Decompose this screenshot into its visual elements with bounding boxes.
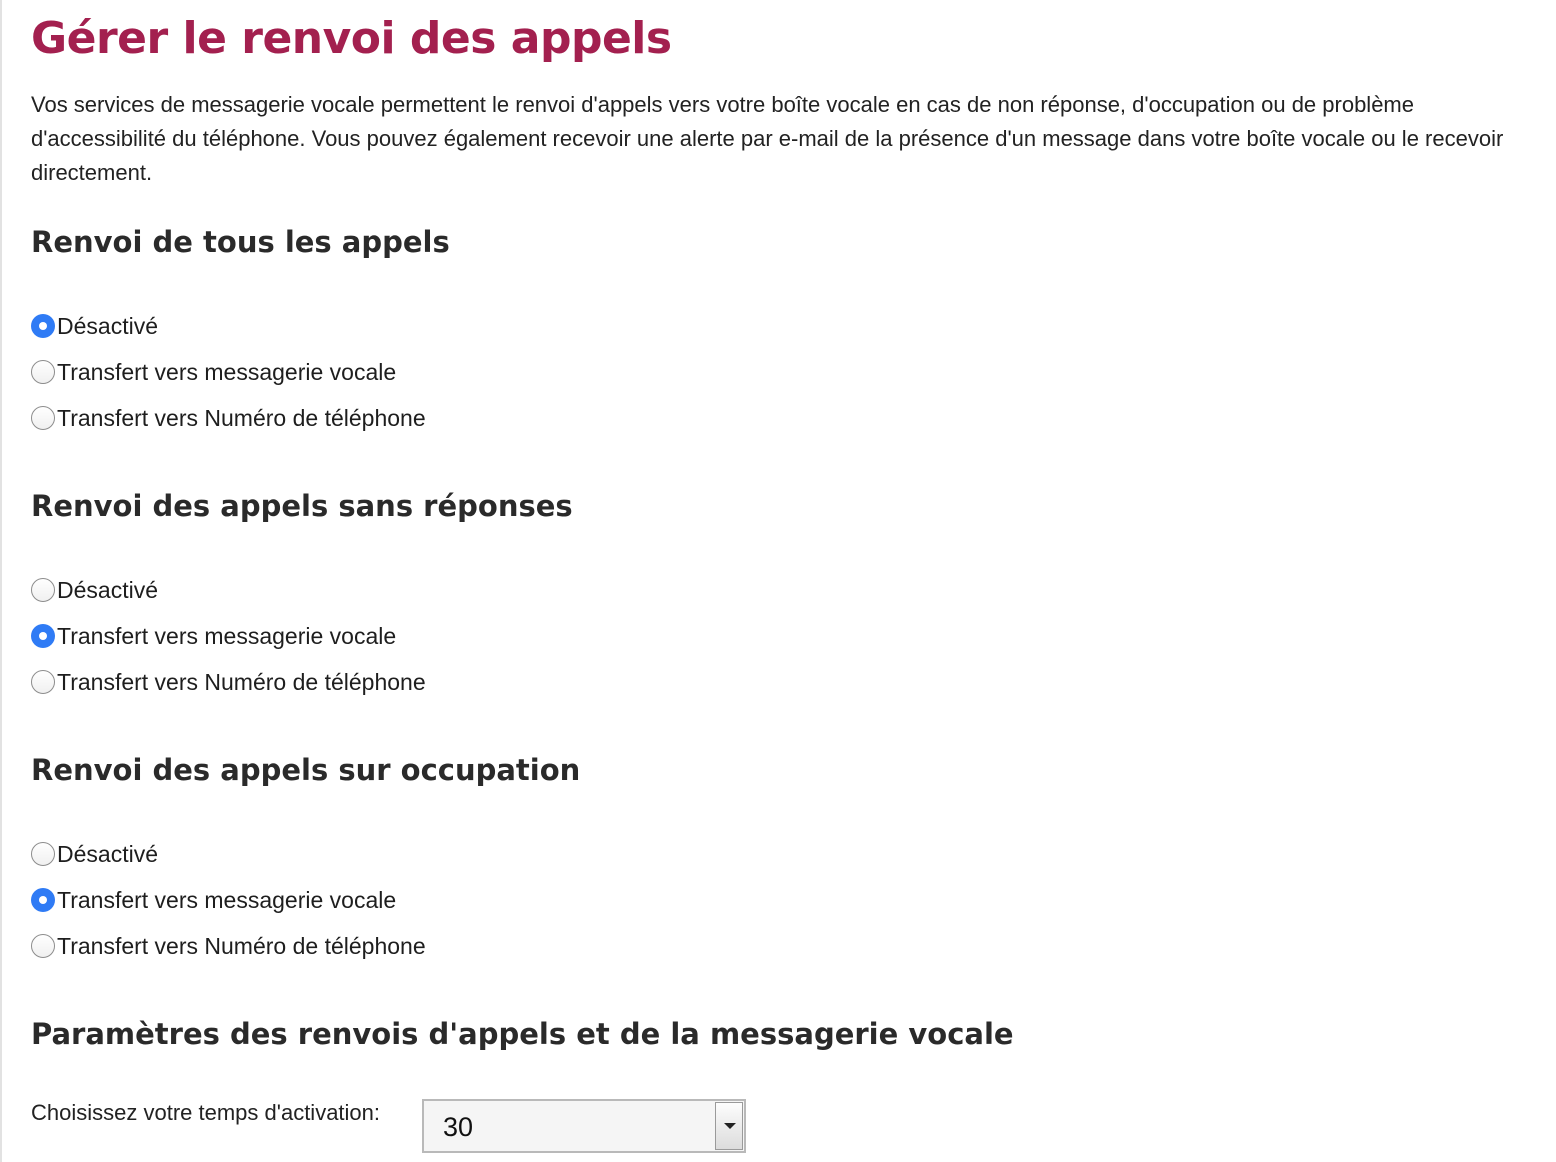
radio-option-noanswer-phone[interactable] bbox=[31, 667, 426, 697]
radio-option-all-voicemail[interactable] bbox=[31, 357, 396, 387]
radio-button[interactable] bbox=[31, 314, 55, 338]
page-title: Gérer le renvoi des appels bbox=[31, 13, 672, 64]
radio-option-noanswer-voicemail[interactable] bbox=[31, 621, 396, 651]
activation-time-row bbox=[31, 1098, 474, 1142]
chevron-down-icon bbox=[724, 1123, 736, 1129]
radio-option-all-phone[interactable] bbox=[31, 403, 426, 433]
radio-button[interactable] bbox=[31, 934, 55, 958]
radio-label: Transfert vers messagerie vocale bbox=[57, 887, 397, 913]
dropdown-button[interactable] bbox=[715, 1102, 743, 1150]
radio-label: Désactivé bbox=[57, 841, 158, 867]
activation-time-select[interactable] bbox=[422, 1099, 746, 1153]
radio-label: Transfert vers messagerie vocale bbox=[57, 623, 397, 649]
main-content bbox=[31, 0, 1553, 1142]
radio-label: Transfert vers Numéro de téléphone bbox=[57, 669, 426, 695]
radio-button[interactable] bbox=[31, 888, 55, 912]
section-heading: Renvoi de tous les appels bbox=[31, 225, 450, 259]
section-heading: Renvoi des appels sans réponses bbox=[31, 489, 573, 523]
radio-button[interactable] bbox=[31, 842, 55, 866]
intro-paragraph: Vos services de messagerie vocale permettent le renvoi d'appels vers votre boîte vocale en cas de non réponse, d'occupation ou de problème d'accessibilité du téléphone. Vous pouvez également recevoir une alerte par e-mail de la présence d'un message dans votre boîte vocale ou le recevoir directement. bbox=[31, 92, 1504, 185]
radio-option-all-disabled[interactable] bbox=[31, 311, 158, 341]
radio-label: Transfert vers Numéro de téléphone bbox=[57, 933, 426, 959]
radio-option-busy-disabled[interactable] bbox=[31, 839, 158, 869]
left-border bbox=[0, 0, 2, 1162]
radio-option-busy-voicemail[interactable] bbox=[31, 885, 396, 915]
radio-label: Désactivé bbox=[57, 577, 158, 603]
radio-label: Transfert vers Numéro de téléphone bbox=[57, 405, 426, 431]
radio-button[interactable] bbox=[31, 578, 55, 602]
radio-button[interactable] bbox=[31, 624, 55, 648]
radio-button[interactable] bbox=[31, 670, 55, 694]
radio-option-noanswer-disabled[interactable] bbox=[31, 575, 158, 605]
section-heading: Paramètres des renvois d'appels et de la messagerie vocale bbox=[31, 1017, 1014, 1051]
radio-label: Transfert vers messagerie vocale bbox=[57, 359, 397, 385]
radio-option-busy-phone[interactable] bbox=[31, 931, 426, 961]
activation-time-label: Choisissez votre temps d'activation: bbox=[31, 1100, 381, 1125]
activation-time-value: 30 bbox=[443, 1112, 474, 1142]
section-heading: Renvoi des appels sur occupation bbox=[31, 753, 581, 787]
radio-button[interactable] bbox=[31, 406, 55, 430]
radio-button[interactable] bbox=[31, 360, 55, 384]
radio-label: Désactivé bbox=[57, 313, 158, 339]
